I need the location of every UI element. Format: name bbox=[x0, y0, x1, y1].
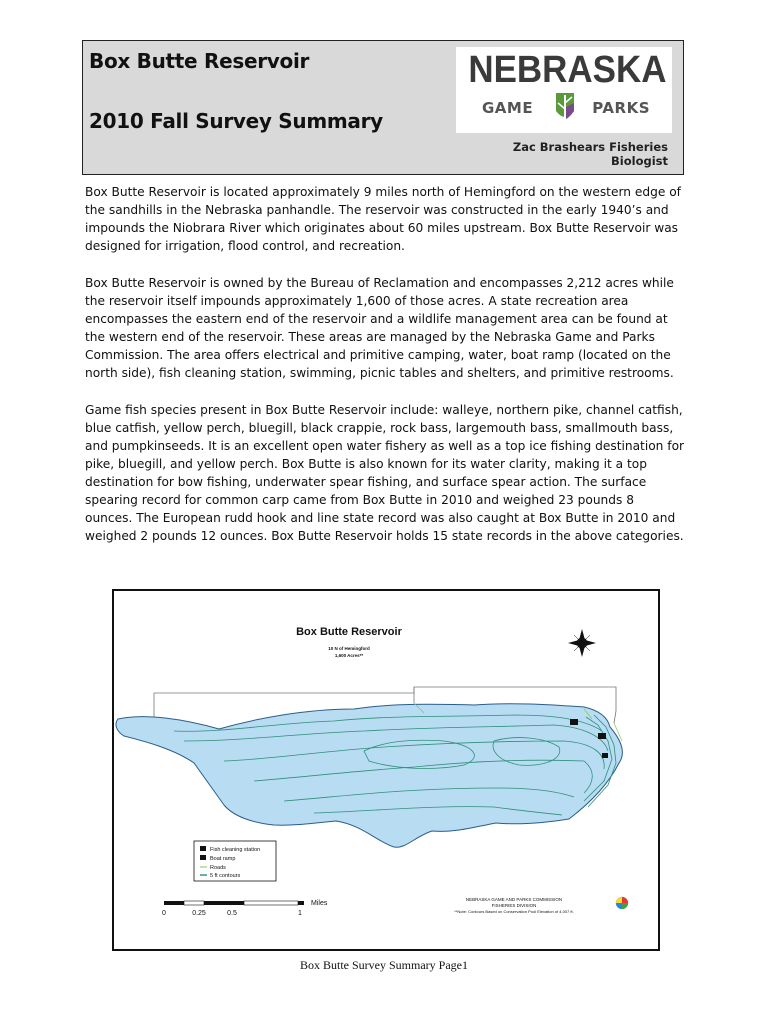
paragraph-ownership: Box Butte Reservoir is owned by the Bureau of Reclamation and encompasses 2,212 acres while the reservoir itself impounds approximately 1,600 of those acres. A state recreation area encompasses the eastern end of the reservoir and a wildlife management area can be found at the western end of the reservoir. These areas are managed by the Nebraska Game and Parks Commission. The area offers electrical and primitive camping, water, boat ramp (located on the north side), fish cleaning station, swimming, picnic tables and shelters, and primitive restrooms. bbox=[85, 276, 674, 380]
fish-cleaning-icon bbox=[200, 846, 206, 851]
header-box bbox=[82, 40, 684, 175]
logo-word-parks: PARKS bbox=[592, 99, 650, 117]
ngpc-seal-icon bbox=[616, 897, 628, 909]
legend-roads: Roads bbox=[210, 865, 226, 871]
leaf-emblem-icon bbox=[550, 91, 580, 123]
logo-subline bbox=[470, 95, 660, 121]
reservoir-map-svg bbox=[114, 591, 658, 949]
compass-rose-icon bbox=[568, 629, 596, 657]
map-credit-agency: NEBRASKA GAME AND PARKS COMMISSION bbox=[465, 897, 563, 902]
map-subtitle-location: 10 N of Hemingford bbox=[328, 646, 370, 651]
map-title: Box Butte Reservoir bbox=[296, 626, 402, 638]
scale-unit: Miles bbox=[311, 900, 328, 907]
scale-tick-05: 0.5 bbox=[227, 910, 237, 917]
scale-bar bbox=[162, 900, 328, 917]
legend-fish-cleaning: Fish cleaning station bbox=[210, 847, 261, 853]
document-title: Box Butte Reservoir bbox=[89, 49, 310, 73]
boat-ramp-icon bbox=[200, 855, 206, 860]
paragraph-location: Box Butte Reservoir is located approximately 9 miles north of Hemingford on the western edge of the sandhills in the Nebraska panhandle. The reservoir was constructed in the early 1940’s and impounds the Niobrara River which originates about 60 miles upstream. Box Butte Reservoir was designed for irrigation, flood control, and recreation. bbox=[85, 185, 681, 253]
page-caption: Box Butte Survey Summary Page1 bbox=[300, 958, 468, 972]
paragraph-species: Game fish species present in Box Butte Reservoir include: walleye, northern pike, channel catfish, blue catfish, yellow perch, bluegill, black crappie, rock bass, largemouth bass, smallmouth bass, and pumpkinseeds. It is an excellent open water fishery as well as a top ice fishing destination for pike, bluegill, and yellow perch. Box Butte is also known for its water clarity, making it a top destination for bow fishing, underwater spear fishing, and surface spear action. The surface spearing record for common carp came from Box Butte in 2010 and weighed 23 pounds 8 ounces. The European rudd hook and line state record was also caught at Box Butte in 2010 and weighed 2 pounds 12 ounces. Box Butte Reservoir holds 15 state records in the above categories. bbox=[85, 403, 685, 543]
body-text bbox=[85, 183, 685, 564]
map-contour-note: **Note: Contours Based on Conservation Pool Elevation of 4,007 ft. bbox=[454, 909, 574, 914]
scale-tick-025: 0.25 bbox=[192, 910, 206, 917]
map-legend bbox=[194, 841, 276, 881]
scale-tick-1: 1 bbox=[298, 910, 302, 917]
logo-wordmark: NEBRASKA bbox=[468, 49, 667, 91]
scale-tick-0: 0 bbox=[162, 910, 166, 917]
logo-word-game: GAME bbox=[482, 99, 534, 117]
legend-boat-ramp: Boat ramp bbox=[210, 856, 236, 862]
map-credit-division: FISHERIES DIVISION bbox=[491, 903, 537, 908]
document-subtitle: 2010 Fall Survey Summary bbox=[89, 109, 383, 133]
legend-contours: 5 ft contours bbox=[210, 873, 241, 879]
nebraska-game-parks-logo bbox=[456, 47, 672, 133]
reservoir-map bbox=[112, 589, 660, 951]
map-subtitle-acres: 1,600 Acres** bbox=[334, 653, 364, 658]
author-credit: Zac Brashears Fisheries Biologist bbox=[512, 140, 668, 168]
